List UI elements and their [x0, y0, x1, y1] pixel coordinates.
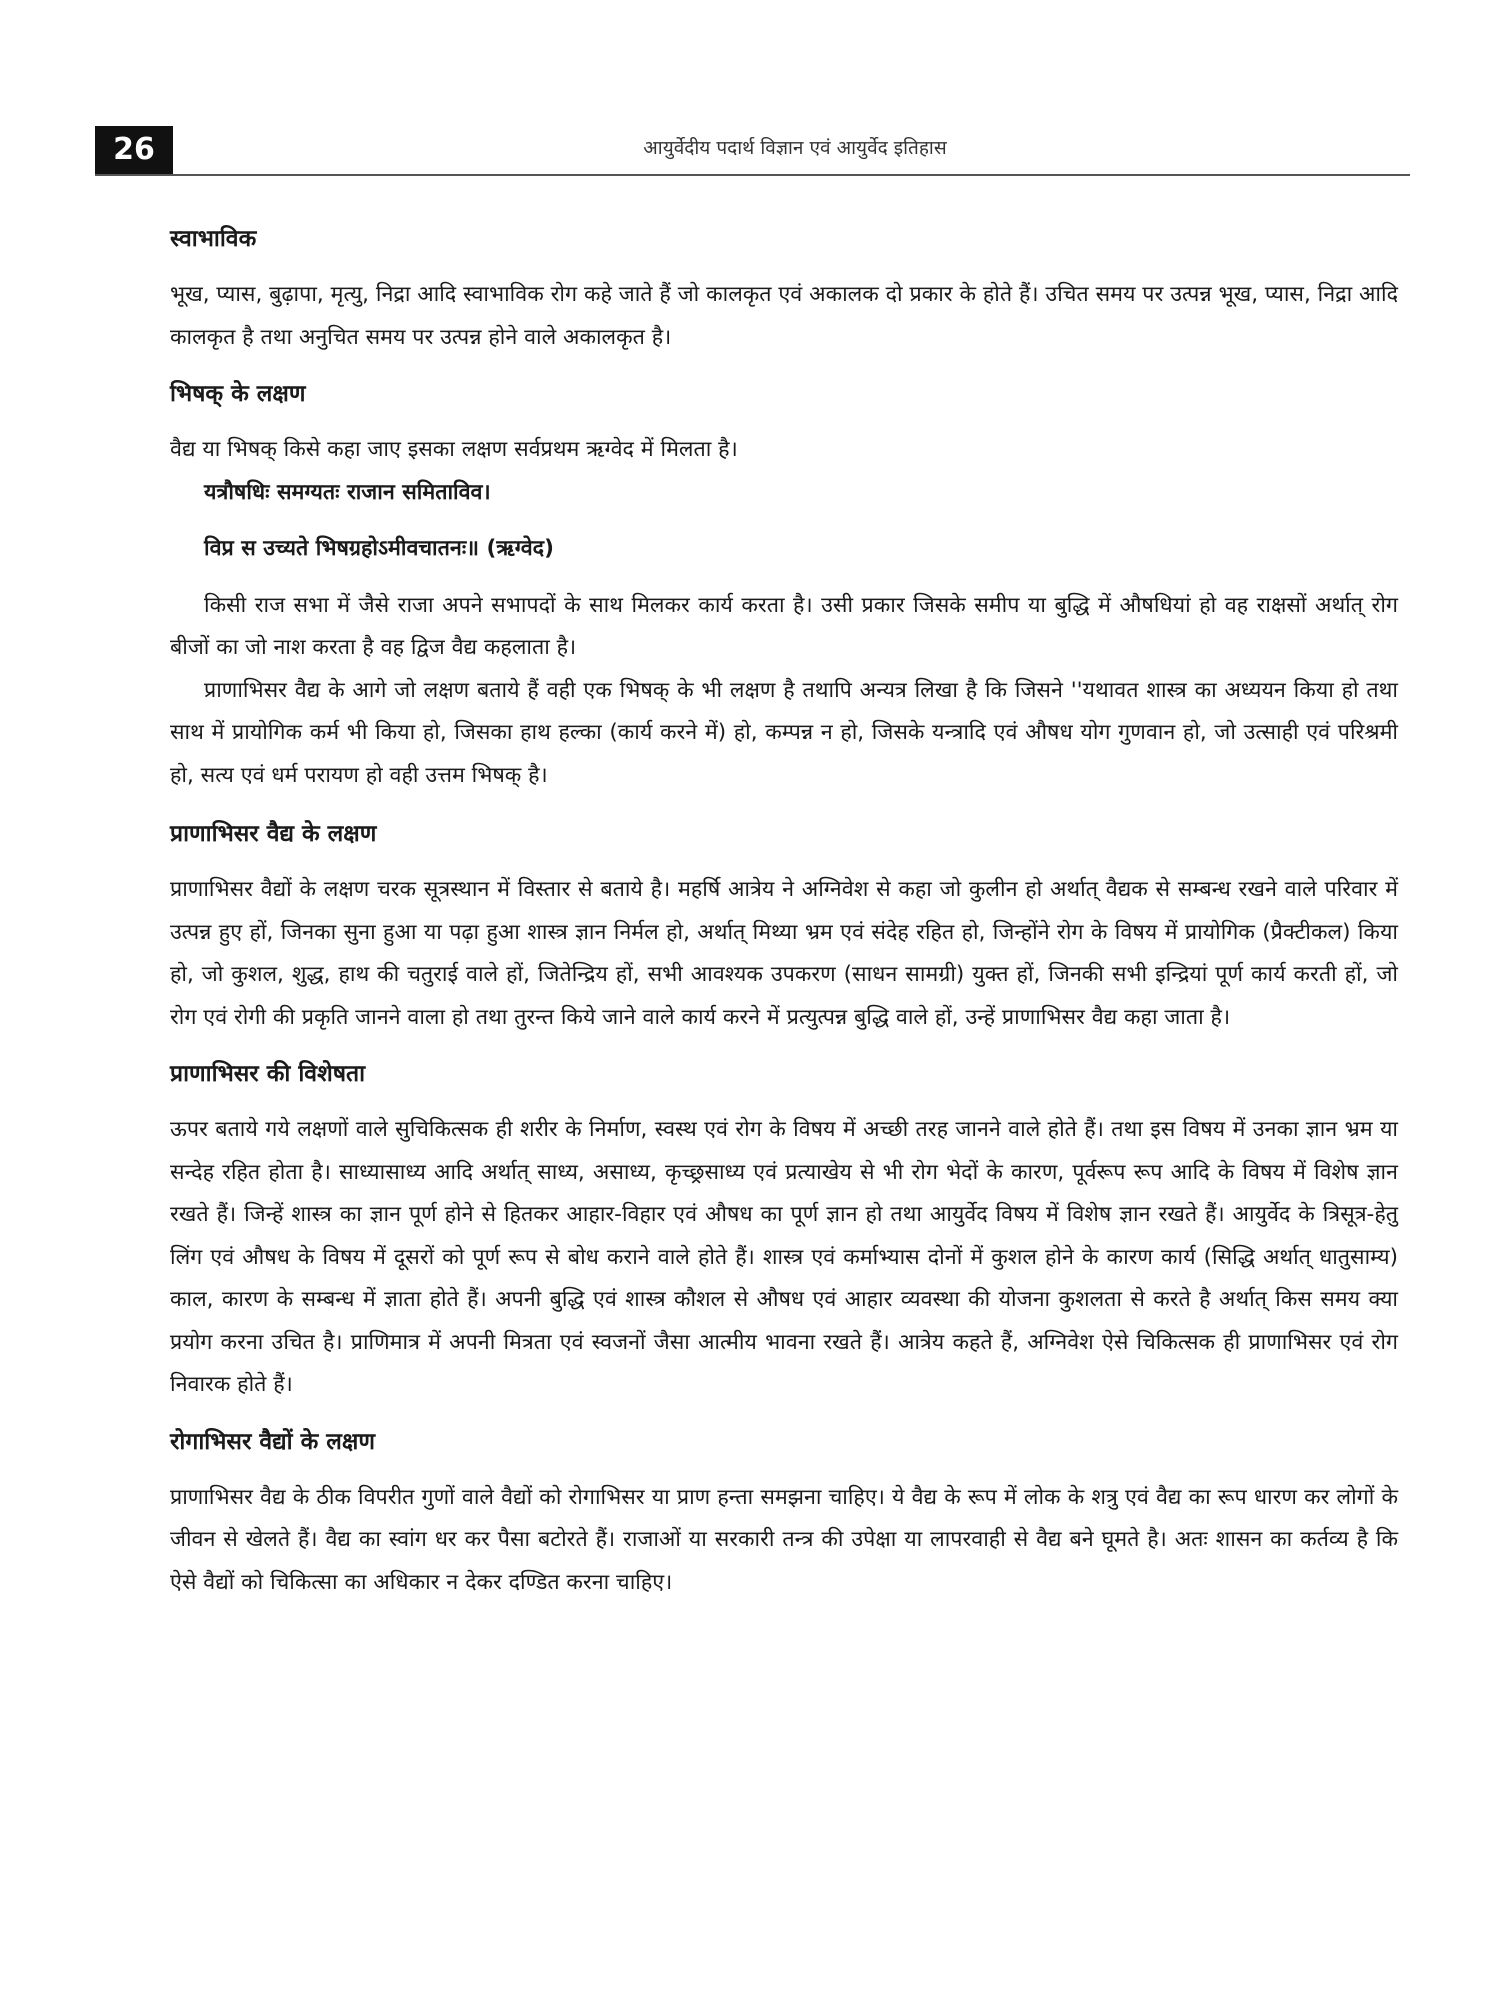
- running-title: आयुर्वेदीय पदार्थ विज्ञान एवं आयुर्वेद इतिहास: [643, 137, 947, 159]
- paragraph: भूख, प्यास, बुढ़ापा, मृत्यु, निद्रा आदि स्वाभाविक रोग कहे जाते हैं जो कालकृत एवं अकालक दो प्रकार के होते हैं। उचित समय पर उत्पन्न भूख, प्यास, निद्रा आदि कालकृत है तथा अनुचित समय पर उत्पन्न होने वाले अकालकृत है।: [170, 282, 1398, 350]
- header-rule: [95, 174, 1410, 176]
- paragraph: प्राणाभिसर वैद्य के आगे जो लक्षण बताये हैं वही एक भिषक् के भी लक्षण है तथापि अन्यत्र लिखा है कि जिसने ''यथावत शास्त्र का अध्ययन किया हो तथा साथ में प्रायोगिक कर्म भी किया हो, जिसका हाथ हल्का (कार्य करने में) हो, कम्पन्न न हो, जिसके यन्त्रादि एवं औषध योग गुणवान हो, जो उत्साही एवं परिश्रमी हो, सत्य एवं धर्म परायण हो वही उत्तम भिषक् है।: [170, 677, 1398, 788]
- verse-line: यत्रौषधिः समग्यतः राजान समिताविव।: [204, 479, 491, 505]
- page-header: [95, 126, 1410, 174]
- paragraph: प्राणाभिसर वैद्यों के लक्षण चरक सूत्रस्थान में विस्तार से बताये है। महर्षि आत्रेय ने अग्निवेश से कहा जो कुलीन हो अर्थात् वैद्यक से सम्बन्ध रखने वाले परिवार में उत्पन्न हुए हों, जिनका सुना हुआ या पढ़ा हुआ शास्त्र ज्ञान निर्मल हो, अर्थात् मिथ्या भ्रम एवं संदेह रहित हो, जिन्होंने रोग के विषय में प्रायोगिक (प्रैक्टीकल) किया हो, जो कुशल, शुद्ध, हाथ की चतुराई वाले हों, जितेन्द्रिय हों, सभी आवश्यक उपकरण (साधन सामग्री) युक्त हों, जिनकी सभी इन्द्रियां पूर्ण कार्य करती हों, जो रोग एवं रोगी की प्रकृति जानने वाला हो तथा तुरन्त किये जाने वाले कार्य करने में प्रत्युत्पन्न बुद्धि वाले हों, उन्हें प्राणाभिसर वैद्य कहा जाता है।: [170, 877, 1399, 1030]
- section-heading: रोगाभिसर वैद्यों के लक्षण: [170, 1428, 375, 1455]
- paragraph: किसी राज सभा में जैसे राजा अपने सभापदों के साथ मिलकर कार्य करता है। उसी प्रकार जिसके समीप या बुद्धि में औषधियां हो वह राक्षसों अर्थात् रोग बीजों का जो नाश करता है वह द्विज वैद्य कहलाता है।: [170, 592, 1398, 660]
- section-heading: स्वाभाविक: [170, 226, 257, 252]
- paragraph: वैद्य या भिषक् किसे कहा जाए इसका लक्षण सर्वप्रथम ऋग्वेद में मिलता है।: [170, 437, 738, 462]
- paragraph: ऊपर बताये गये लक्षणों वाले सुचिकित्सक ही शरीर के निर्माण, स्वस्थ एवं रोग के विषय में अच्छी तरह जानने वाले होते हैं। तथा इस विषय में उनका ज्ञान भ्रम या सन्देह रहित होता है। साध्यासाध्य आदि अर्थात् साध्य, असाध्य, कृच्छ्रसाध्य एवं प्रत्याखेय से भी रोग भेदों के कारण, पूर्वरूप रूप आदि के विषय में विशेष ज्ञान रखते हैं। जिन्हें शास्त्र का ज्ञान पूर्ण होने से हितकर आहार-विहार एवं औषध का पूर्ण ज्ञान हो तथा आयुर्वेद विषय में विशेष ज्ञान रखते हैं। आयुर्वेद के त्रिसूत्र-हेतु लिंग एवं औषध के विषय में दूसरों को पूर्ण रूप से बोध कराने वाले होते हैं। शास्त्र एवं कर्माभ्यास दोनों में कुशल होने के कारण कार्य (सिद्धि अर्थात् धातुसाम्य) काल, कारण के सम्बन्ध में ज्ञाता होते हैं। अपनी बुद्धि एवं शास्त्र कौशल से औषध एवं आहार व्यवस्था की योजना कुशलता से करते है अर्थात् किस समय क्या प्रयोग करना उचित है। प्राणिमात्र में अपनी मित्रता एवं स्वजनों जैसा आत्मीय भावना रखते हैं। आत्रेय कहते हैं, अग्निवेश ऐसे चिकित्सक ही प्राणाभिसर एवं रोग निवारक होते हैं।: [170, 1117, 1398, 1397]
- paragraph: प्राणाभिसर वैद्य के ठीक विपरीत गुणों वाले वैद्यों को रोगाभिसर या प्राण हन्ता समझना चाहिए। ये वैद्य के रूप में लोक के शत्रु एवं वैद्य का रूप धारण कर लोगों के जीवन से खेलते हैं। वैद्य का स्वांग धर कर पैसा बटोरते हैं। राजाओं या सरकारी तन्त्र की उपेक्षा या लापरवाही से वैद्य बने घूमते है। अतः शासन का कर्तव्य है कि ऐसे वैद्यों को चिकित्सा का अधिकार न देकर दण्डित करना चाहिए।: [170, 1484, 1398, 1595]
- section-heading: प्राणाभिसर वैद्य के लक्षण: [170, 821, 377, 847]
- section-heading: भिषक् के लक्षण: [170, 381, 306, 407]
- page-body: [170, 218, 1398, 1618]
- section-heading: प्राणाभिसर की विशेषता: [170, 1061, 366, 1087]
- verse-line: विप्र स उच्यते भिषग्रहोऽमीवचातनः॥ (ऋग्वेद): [204, 536, 554, 561]
- page-number: 26: [95, 126, 173, 174]
